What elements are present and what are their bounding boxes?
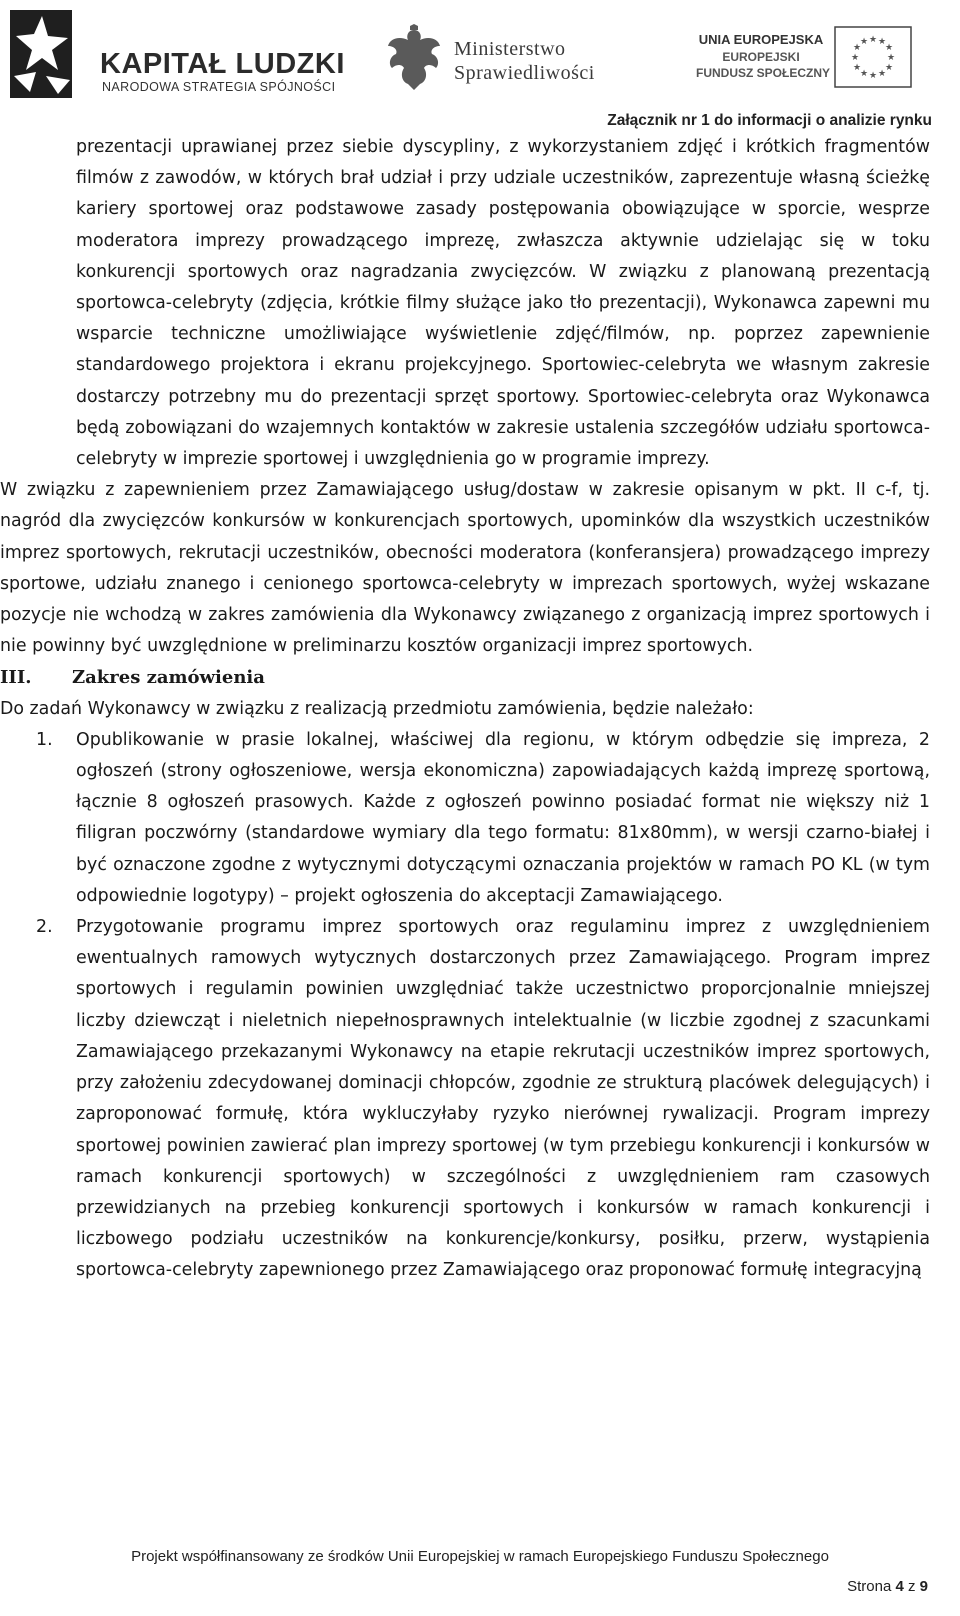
svg-text:★: ★ (884, 63, 894, 73)
ministry-logo (384, 24, 644, 94)
page-total: 9 (919, 1578, 928, 1595)
eu-fund-label-1: EUROPEJSKI (722, 50, 800, 64)
kapital-ludzki-logo-icon (6, 6, 78, 102)
list-item (0, 725, 930, 912)
svg-text:★: ★ (884, 43, 894, 53)
svg-text:★: ★ (850, 53, 860, 63)
attachment-label: Załącznik nr 1 do informacji o analizie rynku (607, 112, 932, 129)
svg-text:★: ★ (868, 35, 878, 45)
page-prefix: Strona (847, 1578, 892, 1595)
section-title: Zakres zamówienia (72, 667, 265, 689)
kapital-ludzki-title: KAPITAŁ LUDZKI (100, 48, 345, 80)
list-item-text: Przygotowanie programu imprez sportowych oraz regulaminu imprez z uwzględnieniem ewentualnych ramowych wytycznych dostarczonych przez Zamawiającego. Program imprez sportowych i regulamin powinien uwzględniać także uczestnictwo proporcjonalnie mniejszej liczby dziewcząt i nieletnich niepełnosprawnych intelektualnie (w liczbie zgodnej z szacunkami Zamawiającego przekazanymi Wykonawcy na etapie rekrutacji uczestników imprez sportowych, przy założeniu zdecydowanej dominacji chłopców, zgodnie ze strukturą placówek delegujących) i zaproponować formułę, która wykluczyłaby ryzyko nierównej rywalizacji. Program imprezy sportowej powinien zawierać plan imprezy sportowej (w tym przebiegu konkurencji i konkursów w ramach konkurencji sportowych) w szczególności z uwzględnieniem ram czasowych przewidzianych na przebieg konkurencji sportowych i konkursów w ramach konkurencji i liczbowego podziału uczestników na konkurencje/konkursy, posiłku, przerw, wystąpienia sportowca-celebryty zapewnionego przez Zamawiającego oraz proponować formułę integracyjną (76, 917, 930, 1281)
svg-text:★: ★ (852, 43, 862, 53)
eu-fund-label-2: FUNDUSZ SPOŁECZNY (696, 66, 831, 80)
svg-text:★: ★ (852, 63, 862, 73)
list-item-number: 1. (36, 729, 53, 750)
paragraph-celebrity-presentation: prezentacji uprawianej przez siebie dyscypliny, z wykorzystaniem zdjęć i krótkich fragmentów filmów z zawodów, w których brał udział i przy udziale uczestników, zaprezentuje własną ścieżkę kariery sportowej oraz podstawowe zasady postępowania obowiązujące w sporcie, wesprze moderatora imprezy prowadzącego imprezę, zwłaszcza aktywnie udzielając się w toku konkurencji sportowych oraz nagradzania zwycięzców. W związku z planowaną prezentacją sportowca-celebryty (zdjęcia, krótkie filmy służące jako tło prezentacji), Wykonawca zapewni mu wsparcie techniczne umożliwiające wyświetlenie zdjęć/filmów, np. poprzez zapewnienie standardowego projektora i ekranu projekcyjnego. Sportowiec-celebryta we własnym zakresie dostarczy potrzebny mu do prezentacji sprzęt sportowy. Sportowiec-celebryta oraz Wykonawca będą zobowiązani do wzajemnych kontaktów w zakresie ustalenia szczegółów udziału sportowca-celebryty w imprezie sportowej i uwzględnienia go w programie imprezy. (76, 137, 930, 470)
svg-text:★: ★ (877, 37, 887, 47)
footer-cofinancing-note: Projekt współfinansowany ze środków Unii Europejskiej w ramach Europejskiego Funduszu Społecznego (131, 1548, 829, 1565)
svg-text:★: ★ (886, 53, 896, 63)
page-current: 4 (895, 1578, 904, 1595)
svg-text:★: ★ (877, 69, 887, 79)
svg-text:★: ★ (859, 37, 869, 47)
document-body (0, 132, 930, 1287)
eagle-emblem-icon (384, 24, 444, 94)
kapital-ludzki-logo (6, 6, 345, 102)
section-heading (0, 662, 930, 693)
section-number: III. (0, 667, 32, 689)
svg-text:★: ★ (859, 69, 869, 79)
ministry-name-line2: Sprawiedliwości (454, 62, 595, 84)
eu-logo (696, 26, 946, 96)
svg-text:★: ★ (868, 71, 878, 81)
ministry-name-line1: Ministerstwo (454, 38, 566, 60)
list-item-number: 2. (36, 917, 53, 938)
eu-union-label: UNIA EUROPEJSKA (698, 32, 824, 47)
list-item-text: Opublikowanie w prasie lokalnej, właściwej dla regionu, w którym odbędzie się impreza, 2 ogłoszeń (strony ogłoszeniowe, wersja ekonomiczna) zapowiadających każdą imprezę sportową, łącznie 8 ogłoszeń prasowych. Każde z ogłoszeń powinno posiadać format nie większy niż 1 filigran poczwórny (standardowe wymiary dla tego formatu: 81x80mm), w wersji czarno-białej i być oznaczone zgodne z wytycznymi dotyczącymi oznaczania projektów w ramach PO KL (w tym odpowiednie logotypy) – projekt ogłoszenia do akceptacji Zamawiającego. (76, 729, 930, 906)
list-item (0, 912, 930, 1286)
eu-flag-icon (834, 26, 912, 88)
section-intro: Do zadań Wykonawcy w związku z realizacją przedmiotu zamówienia, będzie należało: (0, 698, 754, 719)
paragraph-ordering-party-services: W związku z zapewnieniem przez Zamawiającego usług/dostaw w zakresie opisanym w pkt. II c-f, tj. nagród dla zwycięzców konkursów w konkurencjach sportowych, upominków dla wszystkich uczestników imprez sportowych, rekrutacji uczestników, obecności moderatora (konferansjera) prowadzącego imprezy sportowe, udziału znanego i cenionego sportowca-celebryty w imprezach sportowych, wyżej wskazane pozycje nie wchodzą w zakres zamówienia dla Wykonawcy związanego z organizacją imprez sportowych i nie powinny być uwzględnione w preliminarzu kosztów organizacji imprez sportowych. (0, 480, 930, 657)
kapital-ludzki-subtitle: NARODOWA STRATEGIA SPÓJNOŚCI (102, 80, 336, 94)
page-header (0, 0, 960, 129)
page-separator: z (907, 1578, 916, 1595)
page-number (847, 1578, 928, 1595)
